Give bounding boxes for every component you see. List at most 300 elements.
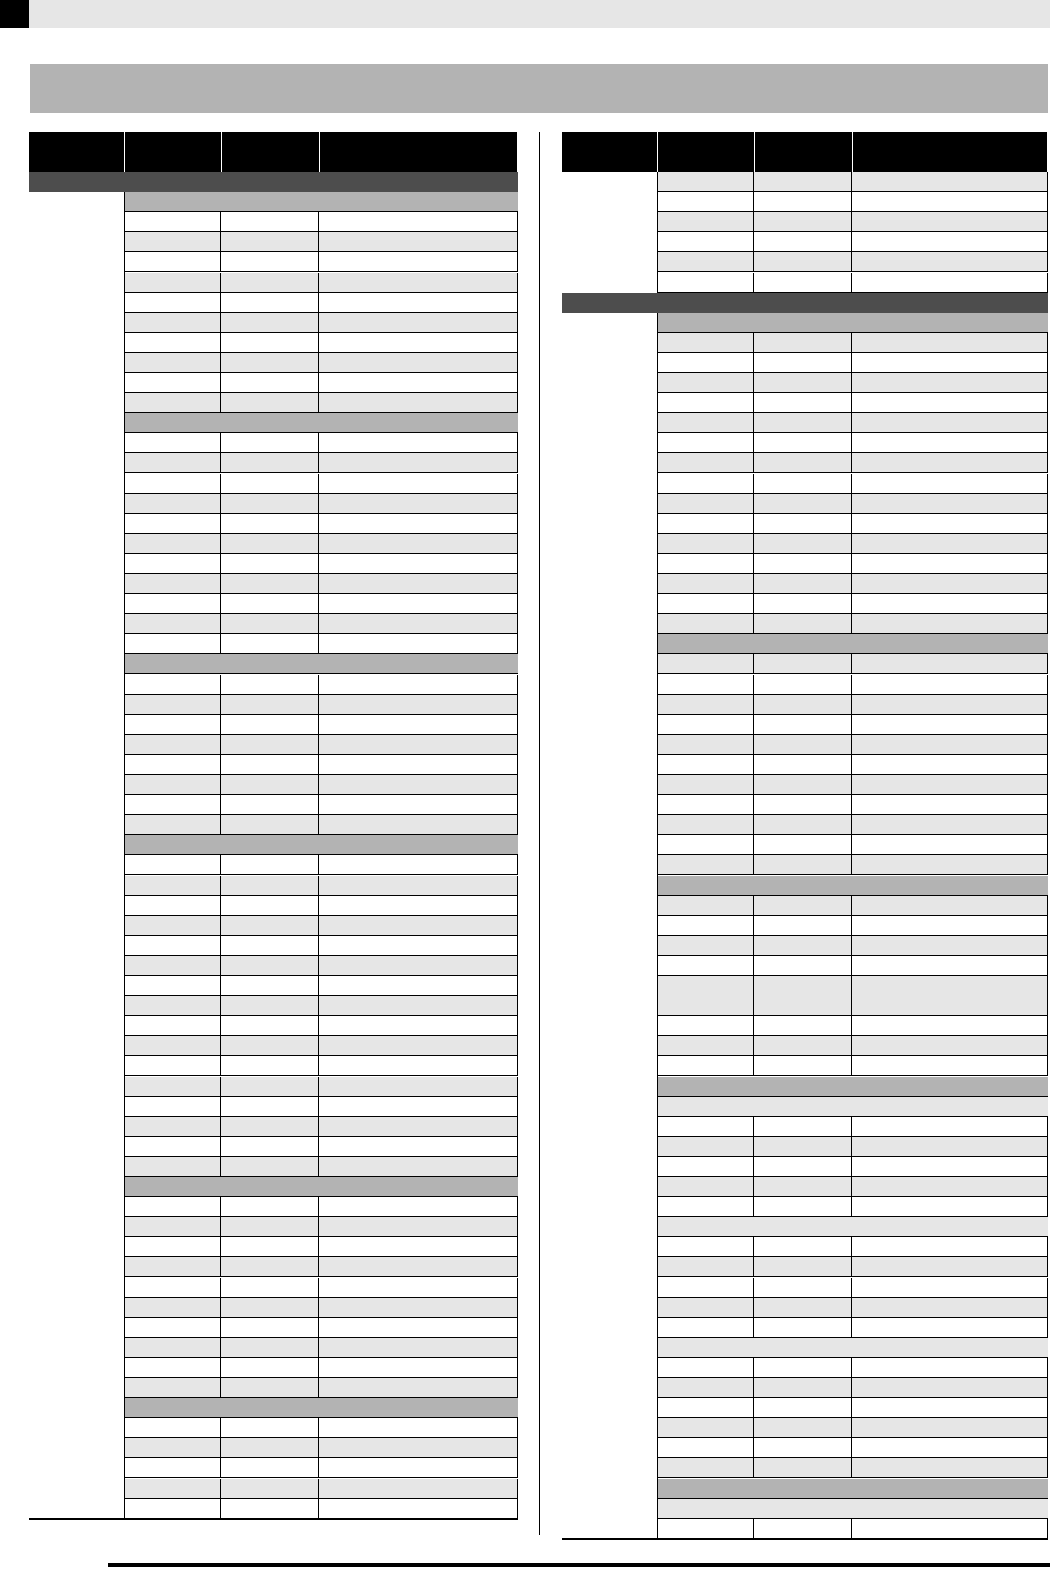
table-cell: [658, 1398, 754, 1417]
table-cell: [125, 755, 221, 774]
table-cell: [852, 896, 1048, 915]
table-cell: [658, 775, 754, 794]
table-cell: [221, 815, 319, 834]
table-cell: [658, 1157, 754, 1176]
table-cell: [754, 333, 852, 352]
table-cell: [658, 1177, 754, 1196]
footer-rule: [108, 1563, 1050, 1567]
table-cell: [221, 855, 319, 874]
table-cell: [658, 1278, 754, 1297]
table-cell: [125, 1479, 221, 1498]
table-row: [658, 1197, 1048, 1217]
table-cell: [319, 373, 518, 392]
table-cell: [852, 232, 1048, 251]
table-cell: [221, 795, 319, 814]
table-row: [125, 594, 518, 614]
table-cell: [319, 1298, 518, 1317]
table-row: [125, 1137, 518, 1157]
table-row: [125, 936, 518, 956]
table-cell: [125, 855, 221, 874]
group-header: [658, 1479, 1048, 1499]
table-cell: [658, 855, 754, 874]
table-row: [658, 654, 1048, 674]
table-cell: [852, 1398, 1048, 1417]
table-row: [125, 1479, 518, 1499]
table-cell: [658, 1137, 754, 1156]
table-cell: [125, 1418, 221, 1437]
group-header: [658, 634, 1048, 654]
table-row: [125, 614, 518, 634]
table-cell: [125, 554, 221, 573]
table-cell: [658, 1318, 754, 1337]
table-row: [125, 1036, 518, 1056]
table-row: [658, 333, 1048, 353]
table-cell: [754, 956, 852, 975]
table-cell: [658, 474, 754, 493]
table-row: [658, 956, 1048, 976]
table-row: [658, 494, 1048, 514]
table-row: [658, 1036, 1048, 1056]
table-cell: [319, 474, 518, 493]
table-cell: [221, 1097, 319, 1116]
table-row: [125, 1499, 518, 1519]
page-title: [30, 64, 1048, 113]
table-row: [125, 1157, 518, 1177]
table-cell: [852, 1237, 1048, 1256]
table-cell: [658, 433, 754, 452]
table-cell: [125, 675, 221, 694]
table-cell: [125, 1016, 221, 1035]
table-row: [125, 1278, 518, 1298]
table-cell: [319, 313, 518, 332]
table-cell: [221, 1318, 319, 1337]
table-cell: [221, 1117, 319, 1136]
table-cell: [852, 735, 1048, 754]
table-cell: [319, 956, 518, 975]
table-cell: [754, 1519, 852, 1538]
table-cell: [125, 1318, 221, 1337]
table-cell: [221, 1499, 319, 1518]
table-row: [658, 1438, 1048, 1458]
table-cell: [319, 293, 518, 312]
table-row: [125, 1378, 518, 1398]
table-row: [658, 614, 1048, 634]
table-cell: [221, 996, 319, 1015]
table-cell: [754, 172, 852, 191]
table-cell: [852, 212, 1048, 231]
table-cell: [658, 695, 754, 714]
group-header: [125, 1398, 518, 1418]
table-row: [125, 1298, 518, 1318]
table-cell: [658, 896, 754, 915]
table-cell: [319, 594, 518, 613]
table-cell: [852, 695, 1048, 714]
table-cell: [658, 373, 754, 392]
table-cell: [754, 1016, 852, 1035]
table-cell: [852, 353, 1048, 372]
table-row: [658, 896, 1048, 916]
table-cell: [852, 373, 1048, 392]
table-cell: [658, 453, 754, 472]
table-cell: [852, 494, 1048, 513]
table-row: [125, 1237, 518, 1257]
table-cell: [852, 1318, 1048, 1337]
table-row: [125, 1056, 518, 1076]
table-cell: [754, 192, 852, 211]
table-cell: [221, 433, 319, 452]
table-row: [658, 1378, 1048, 1398]
table-cell: [658, 273, 754, 292]
table-cell: [319, 273, 518, 292]
table-cell: [754, 1117, 852, 1136]
table-cell: [221, 252, 319, 271]
table-row: [658, 1157, 1048, 1177]
table-cell: [754, 795, 852, 814]
table-cell: [852, 273, 1048, 292]
table-cell: [221, 1438, 319, 1457]
table-cell: [852, 1378, 1048, 1397]
table-cell: [221, 1479, 319, 1498]
table-row: [125, 1197, 518, 1217]
table-cell: [125, 373, 221, 392]
table-row: [125, 232, 518, 252]
table-cell: [658, 494, 754, 513]
table-cell: [221, 313, 319, 332]
table-cell: [754, 675, 852, 694]
table-cell: [658, 393, 754, 412]
table-cell: [125, 252, 221, 271]
table-cell: [658, 795, 754, 814]
table-cell: [221, 1237, 319, 1256]
table-cell: [221, 1358, 319, 1377]
table-row: [658, 1318, 1048, 1338]
table-cell: [125, 916, 221, 935]
table-row: [125, 1458, 518, 1478]
table-row: [658, 514, 1048, 534]
table-cell: [221, 735, 319, 754]
table-cell: [319, 1278, 518, 1297]
table-cell: [852, 514, 1048, 533]
table-cell: [125, 353, 221, 372]
table-cell: [319, 1077, 518, 1096]
table-cell: [658, 1117, 754, 1136]
table-cell: [125, 996, 221, 1015]
table-header: [562, 132, 1048, 172]
table-row: [125, 795, 518, 815]
table-row: [125, 855, 518, 875]
table-cell: [221, 212, 319, 231]
table-row: [658, 172, 1048, 192]
table-cell: [221, 1298, 319, 1317]
table-cell: [658, 755, 754, 774]
table-cell: [754, 212, 852, 231]
table-cell: [658, 815, 754, 834]
table-cell: [125, 1237, 221, 1256]
table-cell: [658, 534, 754, 553]
table-cell: [125, 433, 221, 452]
table-cell: [319, 1117, 518, 1136]
table-cell: [658, 554, 754, 573]
table-cell: [754, 1137, 852, 1156]
table-cell: [319, 232, 518, 251]
table-cell: [319, 1358, 518, 1377]
table-row: [658, 936, 1048, 956]
table-cell: [125, 614, 221, 633]
table-cell: [319, 534, 518, 553]
category-bar: [29, 172, 518, 192]
table-cell: [221, 614, 319, 633]
group-header: [125, 413, 518, 433]
table-cell: [319, 614, 518, 633]
table-cell: [125, 1117, 221, 1136]
table-cell: [754, 433, 852, 452]
table-cell: [125, 313, 221, 332]
table-row: [125, 373, 518, 393]
table-cell: [319, 212, 518, 231]
table-row: [125, 293, 518, 313]
table-row: [658, 675, 1048, 695]
table-cell: [852, 855, 1048, 874]
table-cell: [852, 1137, 1048, 1156]
table-cell: [852, 614, 1048, 633]
table-row: [125, 815, 518, 835]
table-cell: [852, 775, 1048, 794]
table-cell: [125, 876, 221, 895]
table-cell: [852, 755, 1048, 774]
table-cell: [221, 1418, 319, 1437]
table-row: [658, 212, 1048, 232]
table-row: [125, 393, 518, 413]
table-cell: [221, 594, 319, 613]
table-cell: [658, 333, 754, 352]
table-cell: [658, 514, 754, 533]
table-row: [125, 755, 518, 775]
table-row: [658, 594, 1048, 614]
table-cell: [319, 554, 518, 573]
table-row: [658, 192, 1048, 212]
table-row: [125, 494, 518, 514]
table-row: [658, 413, 1048, 433]
table-row: [125, 252, 518, 272]
table-cell: [658, 1378, 754, 1397]
table-cell: [319, 333, 518, 352]
table-cell: [125, 695, 221, 714]
table-cell: [319, 1217, 518, 1236]
table-cell: [852, 715, 1048, 734]
table-cell: [658, 212, 754, 231]
table-cell: [125, 212, 221, 231]
table-cell: [319, 393, 518, 412]
table-cell: [319, 876, 518, 895]
subgroup-header: [658, 1217, 1048, 1237]
table-cell: [754, 1358, 852, 1377]
table-cell: [221, 1077, 319, 1096]
table-row: [125, 534, 518, 554]
subgroup-header: [658, 1338, 1048, 1358]
table-cell: [319, 514, 518, 533]
table-cell: [319, 1197, 518, 1216]
table-cell: [754, 755, 852, 774]
table-row: [658, 835, 1048, 855]
table-row: [658, 795, 1048, 815]
table-cell: [319, 1056, 518, 1075]
table-cell: [754, 1458, 852, 1477]
table-cell: [754, 896, 852, 915]
table-cell: [852, 916, 1048, 935]
table-cell: [852, 574, 1048, 593]
table-cell: [319, 1458, 518, 1477]
table-cell: [852, 1438, 1048, 1457]
table-cell: [221, 232, 319, 251]
table-cell: [852, 956, 1048, 975]
table-row: [658, 1177, 1048, 1197]
table-cell: [125, 1197, 221, 1216]
table-cell: [221, 956, 319, 975]
table-cell: [852, 936, 1048, 955]
table-cell: [852, 594, 1048, 613]
table-cell: [658, 353, 754, 372]
table-row: [125, 514, 518, 534]
table-cell: [221, 755, 319, 774]
table-cell: [125, 896, 221, 915]
table-cell: [319, 1157, 518, 1176]
table-row: [125, 735, 518, 755]
table-cell: [125, 1077, 221, 1096]
table-row: [125, 433, 518, 453]
table-row: [658, 916, 1048, 936]
row-label-divider: [124, 192, 125, 1519]
subgroup-header: [658, 1097, 1048, 1117]
table-cell: [125, 1358, 221, 1377]
table-row: [658, 1418, 1048, 1438]
header-cell: [222, 132, 320, 172]
table-cell: [658, 1298, 754, 1317]
header-cell: [853, 132, 1048, 172]
table-cell: [125, 474, 221, 493]
table-cell: [125, 634, 221, 653]
table-cell: [125, 1438, 221, 1457]
table-cell: [754, 1438, 852, 1457]
table-cell: [319, 574, 518, 593]
table-row: [658, 1237, 1048, 1257]
table-cell: [754, 1056, 852, 1075]
table-cell: [658, 735, 754, 754]
table-row: [658, 695, 1048, 715]
table-cell: [125, 956, 221, 975]
table-row: [125, 1117, 518, 1137]
table-cell: [221, 574, 319, 593]
table-cell: [754, 614, 852, 633]
header-cell: [29, 132, 125, 172]
table-row: [658, 815, 1048, 835]
table-row: [125, 956, 518, 976]
group-header: [658, 1077, 1048, 1097]
table-cell: [754, 1036, 852, 1055]
table-row: [125, 996, 518, 1016]
table-cell: [754, 594, 852, 613]
table-row: [658, 574, 1048, 594]
table-row: [658, 735, 1048, 755]
table-cell: [125, 494, 221, 513]
table-cell: [125, 735, 221, 754]
table-row: [658, 353, 1048, 373]
table-cell: [319, 855, 518, 874]
table-cell: [319, 815, 518, 834]
table-cell: [125, 976, 221, 995]
table-row: [658, 252, 1048, 272]
table-cell: [221, 715, 319, 734]
subgroup-header: [658, 1499, 1048, 1519]
table-cell: [852, 413, 1048, 432]
table-row: [125, 313, 518, 333]
table-cell: [221, 695, 319, 714]
table-cell: [852, 1117, 1048, 1136]
table-cell: [319, 252, 518, 271]
column-divider: [539, 132, 540, 1535]
header-cell: [320, 132, 518, 172]
table-cell: [754, 232, 852, 251]
table-cell: [852, 1278, 1048, 1297]
table-cell: [125, 514, 221, 533]
table-cell: [754, 1298, 852, 1317]
table-cell: [125, 453, 221, 472]
table-cell: [852, 1016, 1048, 1035]
table-bottom-rule: [29, 1518, 518, 1520]
table-cell: [319, 1479, 518, 1498]
table-cell: [319, 715, 518, 734]
table-cell: [852, 1519, 1048, 1538]
table-cell: [658, 956, 754, 975]
table-row: [125, 775, 518, 795]
table-cell: [319, 1016, 518, 1035]
table-row: [125, 1016, 518, 1036]
table-cell: [754, 554, 852, 573]
table-cell: [754, 1418, 852, 1437]
table-row: [658, 855, 1048, 875]
table-cell: [221, 675, 319, 694]
table-cell: [319, 1418, 518, 1437]
table-row: [658, 433, 1048, 453]
table-cell: [319, 936, 518, 955]
table-cell: [221, 1378, 319, 1397]
table-cell: [754, 474, 852, 493]
table-cell: [658, 916, 754, 935]
table-cell: [852, 534, 1048, 553]
table-cell: [658, 594, 754, 613]
table-row: [125, 212, 518, 232]
table-cell: [125, 1217, 221, 1236]
table-row: [658, 474, 1048, 494]
table-cell: [125, 1499, 221, 1518]
table-row: [125, 1358, 518, 1378]
table-cell: [319, 433, 518, 452]
table-cell: [125, 232, 221, 251]
table-cell: [754, 273, 852, 292]
table-cell: [658, 835, 754, 854]
group-header: [658, 313, 1048, 333]
table-cell: [852, 192, 1048, 211]
table-row: [125, 715, 518, 735]
table-cell: [754, 695, 852, 714]
table-row: [125, 916, 518, 936]
table-cell: [221, 353, 319, 372]
table-row: [125, 896, 518, 916]
table-cell: [852, 815, 1048, 834]
table-cell: [221, 1036, 319, 1055]
table-cell: [221, 1278, 319, 1297]
table-cell: [221, 453, 319, 472]
table-cell: [754, 715, 852, 734]
